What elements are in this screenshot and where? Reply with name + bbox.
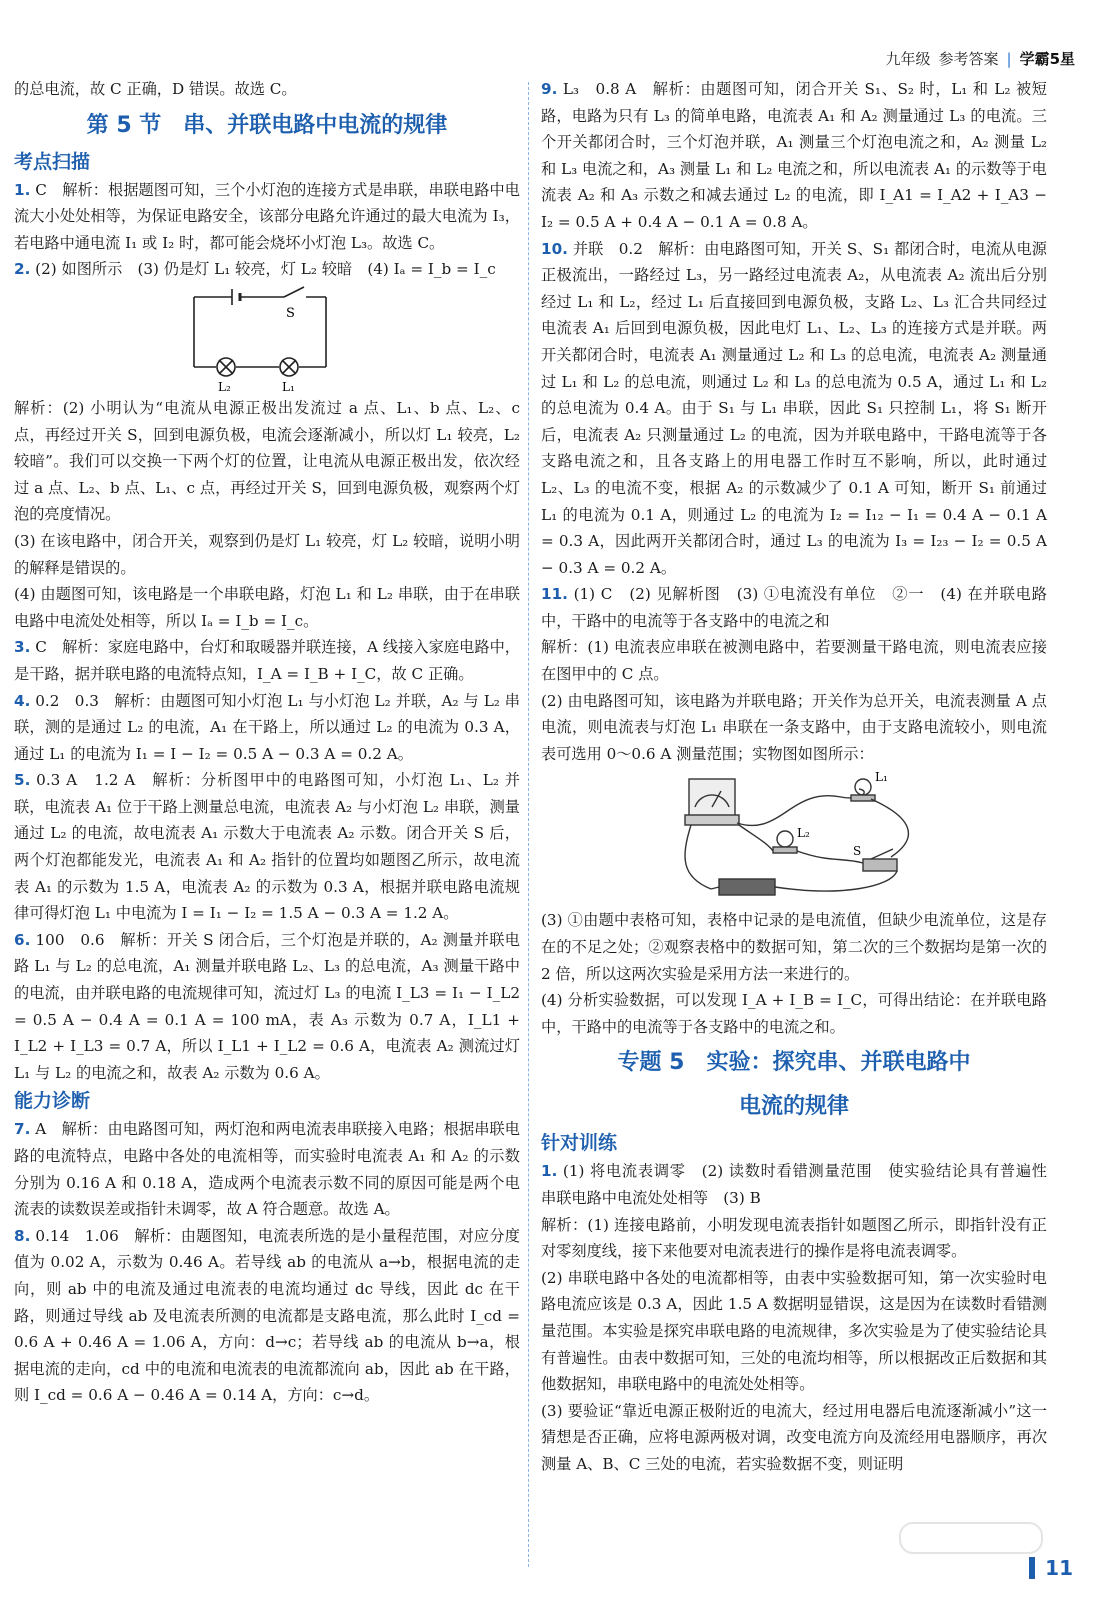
paragraph: (2) 由电路图可知，该电路为并联电路；开关作为总开关，电流表测量 A 点电流，则电流表与灯泡 L₁ 串联在一条支路中，由于支路电流较小，则电流表可选用 0～0.6 A 测量范围；实物图如图所示：: [541, 691, 1047, 763]
paragraph: (3) 要验证“靠近电源正极附近的电流大，经过用电器后电流逐渐减小”这一猜想是否正确，应将电源两极对调，改变电流方向及流经用电器顺序，再次测量 A、B、C 三处的电流，若实验数据不变，则证明: [541, 1401, 1047, 1473]
series-circuit-diagram: [14, 283, 520, 395]
paragraph: 的总电流，故 C 正确，D 错误。故选 C。: [14, 80, 297, 98]
item-number: 9.: [541, 80, 558, 98]
answer-item: [14, 688, 520, 768]
physical-switch-label: S: [853, 844, 862, 859]
item-text: L₃ 0.8 A 解析：由题图可知，闭合开关 S₁、S₂ 时，L₁ 和 L₂ 被短路，电路为只有 L₃ 的简单电路，电流表 A₁ 和 A₂ 测量通过 L₃ 的电流。三个开关都闭合时，三个灯泡并联，A₁ 测量三个灯泡电流之和，A₂ 测量 L₂ 和 L₃ 电流之和，A₃ 测量 L₁ 和 L₂ 电流之和，所以电流表 A₁ 的示数等于电流表 A₂ 和 A₃ 示数之和减去通过 L₂ 的电流，即 I_A1 = I_A2 + I_A3 − I₂ = 0.5 A + 0.4 A − 0.1 A = 0.8 A。: [541, 80, 1047, 231]
paragraph: 解析：(2) 小明认为“电流从电源正极出发流过 a 点、L₁、b 点、L₂、c 点，再经过开关 S，回到电源负极，电流会逐渐减小，所以灯 L₁ 较亮，L₂ 较暗”。我们可以交换一下两个灯的位置，让电流从电源正极出发，依次经过 a 点、L₂、b 点、L₁、c 点，再经过开关 S，回到电源负极，观察两个灯泡的亮度情况。: [14, 398, 520, 524]
physical-wiring-diagram: [541, 767, 1047, 907]
physical-l1-label: L₁: [875, 770, 888, 785]
item-number: 5.: [14, 771, 31, 790]
answer-item: [14, 1223, 520, 1409]
answer-item: [14, 256, 520, 283]
answer-item: [14, 1116, 520, 1222]
answer-item: [541, 581, 1047, 634]
paragraph: (4) 分析实验数据，可以发现 I_A + I_B = I_C，可得出结论：在并联电路中，干路中的电流等于各支路中的电流之和。: [541, 991, 1047, 1036]
physical-l2-label: L₂: [797, 826, 810, 841]
item-number: 4.: [14, 691, 31, 710]
item-text: 100 0.6 解析：开关 S 闭合后，三个灯泡是并联的，A₂ 测量并联电路 L₁ 与 L₂ 的总电流，A₁ 测量并联电路 L₂、L₃ 的总电流，A₃ 测量干路中的电流，由并联电路的电流规律可知，流过灯 L₃ 的电流 I_L3 = I₁ − I_L2 = 0.5 A − 0.4 A = 0.1 A = 100 mA，表 A₃ 示数为 0.7 A，I_L1 + I_L2 + I_L3 = 0.7 A，所以 I_L1 + I_L2 = 0.6 A，电流表 A₂ 测流过灯 L₁ 与 L₂ 的电流之和，故表 A₂ 示数为 0.6 A。: [14, 930, 520, 1082]
paragraph: (3) ①由题中表格可知，表格中记录的是电流值，但缺少电流单位，这是存在的不足之处；②观察表格中的数据可知，第二次的三个数据均是第一次的 2 倍，所以这两次实验是采用方法一来进行的。: [541, 911, 1047, 983]
answer-item: [541, 236, 1047, 582]
item-text: 0.14 1.06 解析：由题图知，电流表所选的是小量程范围，对应分度值为 0.02 A，示数为 0.46 A。若导线 ab 的电流从 a→b，根据电流的走向，则 ab 中的电流及通过电流表的电流均通过 dc 导线，因此 dc 在干路，则通过导线 ab 及电流表所测的电流都是支路电流，那么此时 I_cd = 0.6 A + 0.46 A = 1.06 A，方向：d→c；若导线 ab 的电流从 b→a，根据电流的走向，cd 中的电流和电流表的电流都流向 ab，因此 ab 在干路，则 I_cd = 0.6 A − 0.46 A = 0.14 A，方向：c→d。: [14, 1226, 520, 1405]
section-title: 电流的规律: [738, 1094, 849, 1120]
paragraph: (3) 在该电路中，闭合开关，观察到仍是灯 L₁ 较亮，灯 L₂ 较暗，说明小明的解释是错误的。: [14, 531, 520, 577]
right-column: [541, 76, 1063, 1478]
paragraph: 解析：(1) 连接电路前，小明发现电流表指针如题图乙所示，即指针没有正对零刻度线，接下来他要对电流表进行的操作是将电流表调零。: [541, 1215, 1047, 1261]
subsection-title: 能力诊断: [14, 1090, 91, 1113]
item-text: 0.2 0.3 解析：由题图可知小灯泡 L₁ 与小灯泡 L₂ 并联，A₂ 与 L₂ 串联，测的是通过 L₂ 的电流，A₁ 在干路上，所以通过 L₂ 的电流为 0.3 A，通过 L₁ 的电流为 I₁ = I − I₂ = 0.5 A − 0.3 A = 0.2 A。: [14, 691, 520, 763]
subsection-title: 考点扫描: [14, 150, 91, 173]
left-column: [14, 76, 520, 1409]
answer-item: [14, 634, 520, 687]
watermark-stamp: [899, 1522, 1043, 1554]
item-number: 2.: [14, 260, 31, 279]
page-header: [885, 48, 1075, 69]
item-number: 1.: [541, 1162, 558, 1181]
item-number: 7.: [14, 1120, 31, 1139]
answer-item: [14, 927, 520, 1087]
item-number: 11.: [541, 585, 568, 604]
header-separator: |: [1006, 49, 1012, 68]
page-footer: [1029, 1556, 1073, 1580]
section-title: 第 5 节 串、并联电路中电流的规律: [86, 112, 448, 138]
header-grade: 九年级: [885, 50, 931, 68]
item-number: 8.: [14, 1226, 31, 1245]
footer-bar: [1029, 1557, 1035, 1579]
item-text: (1) C (2) 见解析图 (3) ①电流没有单位 ②一 (4) 在并联电路中，干路中的电流等于各支路中的电流之和: [541, 585, 1047, 630]
paragraph: 解析：(1) 电流表应串联在被测电路中，若要测量干路电流，则电流表应接在图甲中的 C 点。: [541, 638, 1047, 684]
page-number: 11: [1045, 1556, 1073, 1580]
item-text: C 解析：家庭电路中，台灯和取暖器并联连接，A 线接入家庭电路中，是干路，据并联电路的电流特点知，I_A = I_B + I_C，故 C 正确。: [14, 638, 520, 683]
item-number: 6.: [14, 930, 31, 949]
item-text: A 解析：由电路图可知，两灯泡和两电流表串联接入电路；根据串联电路的电流特点，电路中各处的电流相等，而实验时电流表 A₁ 和 A₂ 的示数分别为 0.16 A 和 0.18 A，造成两个电流表示数不同的原因可能是两个电流表的读数误差或指针未调零，故 A 符合题意。故选 A。: [14, 1120, 520, 1219]
paragraph: (2) 串联电路中各处的电流都相等，由表中实验数据可知，第一次实验时电路电流应该是 0.3 A，因此 1.5 A 数据明显错误，这是因为在读数时看错测量范围。本实验是探究串联电路的电流规律，多次实验是为了使实验结论具有普遍性。由表中数据可知，三处的电流均相等，所以根据改正后数据和其他数据知，串联电路中的电流处处相等。: [541, 1268, 1047, 1394]
header-answer: 参考答案: [938, 50, 999, 68]
section-title: 专题 5 实验：探究串、并联电路中: [617, 1050, 971, 1076]
item-text: 0.3 A 1.2 A 解析：分析图甲中的电路图可知，小灯泡 L₁、L₂ 并联，电流表 A₁ 位于干路上测量总电流，电流表 A₂ 与小灯泡 L₂ 串联，测量通过 L₂ 的电流，故电流表 A₁ 示数大于电流表 A₂ 示数。闭合开关 S 后，两个灯泡都能发光，电流表 A₁ 和 A₂ 指针的位置均如题图乙所示，故电流表 A₁ 的示数为 1.5 A，电流表 A₂ 的示数为 0.3 A，根据并联电路电流规律可得灯泡 L₁ 中电流为 I = I₁ − I₂ = 1.5 A − 0.3 A = 1.2 A。: [14, 771, 520, 923]
item-text: (2) 如图所示 (3) 仍是灯 L₁ 较亮，灯 L₂ 较暗 (4) Iₐ = I_b = I_c: [30, 260, 496, 279]
answer-item: [14, 767, 520, 927]
subsection-title: 针对训练: [541, 1132, 618, 1155]
item-number: 10.: [541, 239, 568, 258]
item-text: 并联 0.2 解析：由电路图可知，开关 S、S₁ 都闭合时，电流从电源正极流出，一路经过 L₃，另一路经过电流表 A₂，从电流表 A₂ 流出后分别经过 L₁ 和 L₂，经过 L₁ 后直接回到电源负极，支路 L₂、L₃ 汇合共同经过电流表 A₁ 后回到电源负极，因此电灯 L₁、L₂、L₃ 的连接方式是并联。两开关都闭合时，电流表 A₁ 测量通过 L₂ 和 L₃ 的总电流，电流表 A₂ 测量通过 L₁ 和 L₂ 的总电流，则通过 L₂ 和 L₃ 的总电流为 0.5 A，通过 L₁ 和 L₂ 的总电流为 0.4 A。由于 S₁ 与 L₁ 串联，因此 S₁ 只控制 L₁，将 S₁ 断开后，电流表 A₂ 只测量通过 L₂ 的电流，因为并联电路中，干路电流等于各支路电流之和，且各支路上的用电器工作时互不影响，所以，此时通过 L₂、L₃ 的电流不变，根据 A₂ 的示数减少了 0.1 A 可知，断开 S₁ 前通过 L₁ 的电流为 0.1 A，则通过 L₂ 的电流为 I₂ = I₁₂ − I₁ = 0.4 A − 0.1 A = 0.3 A，因此两开关都闭合时，通过 L₃ 的电流为 I₃ = I₂₃ − I₂ = 0.5 A − 0.3 A = 0.2 A。: [541, 239, 1047, 577]
item-text: C 解析：根据题图可知，三个小灯泡的连接方式是串联，串联电路中电流大小处处相等，为保证电路安全，该部分电路允许通过的最大电流为 I₃，若电路中通电流 I₁ 或 I₂ 时，都可能会烧坏小灯泡 L₃。故选 C。: [14, 180, 520, 252]
item-number: 1.: [14, 180, 31, 199]
answer-item: [541, 76, 1047, 236]
paragraph: (4) 由题图可知，该电路是一个串联电路，灯泡 L₁ 和 L₂ 串联，由于在串联电路中电流处处相等，所以 Iₐ = I_b = I_c。: [14, 585, 520, 630]
header-brand: 学霸5星: [1019, 50, 1075, 68]
lamp-l2-label: L₂: [218, 379, 231, 394]
answer-item: [541, 1158, 1063, 1211]
lamp-l1-label: L₁: [282, 379, 295, 394]
column-divider: [528, 82, 529, 1567]
item-number: 3.: [14, 638, 31, 657]
item-text: (1) 将电流表调零 (2) 读数时看错测量范围 使实验结论具有普遍性 串联电路中电流处处相等 (3) B: [541, 1162, 1063, 1207]
switch-label: S: [286, 305, 295, 321]
answer-item: [14, 177, 520, 257]
